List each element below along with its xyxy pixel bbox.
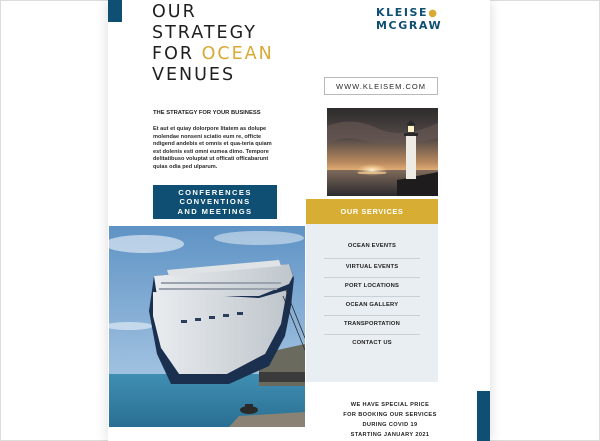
promo-line-1: WE HAVE SPECIAL PRICE [350,402,430,408]
conferences-banner [153,185,277,219]
title-line-4: VENUES [152,65,236,85]
title-line-2: STRATEGY [152,23,257,43]
conferences-line-1: CONFERENCES [178,187,252,197]
body-paragraph: Et aut et quiay dolorpore litatem as dolupe molendae nonseni sciatio eum re, officte ndigend andebis et omnis et qua-teria quiam est dolenis esti omni eumea dimo. Tempore delitatibuso voluptat ut officati officabarunt quias odia ped ulparum. [153,126,272,170]
service-divider [324,258,420,259]
services-menu [306,224,438,382]
promo-line-4: STARTING JANUARY 2021 [350,432,430,438]
logo-dot-icon: ● [428,8,439,19]
service-contact-us[interactable]: CONTACT US [352,340,392,346]
title-accent-word: OCEAN [201,44,274,64]
service-virtual-events[interactable]: VIRTUAL EVENTS [345,264,399,270]
conferences-line-2: CONVENTIONS [179,197,251,207]
service-transportation[interactable]: TRANSPORTATION [343,321,401,327]
brochure-page [108,0,490,441]
section-subhead: THE STRATEGY FOR YOUR BUSINESS [153,110,261,116]
title-line-3 [152,44,274,65]
promo-text [330,400,450,440]
services-header: OUR SERVICES [306,199,438,224]
side-accent-bar [477,391,490,441]
logo-line-2: MCGRAW [376,18,443,32]
service-divider [324,334,420,335]
cruise-ship-photo [109,226,305,427]
corner-accent-bar [108,0,122,22]
lighthouse-photo [327,108,438,196]
service-divider [324,296,420,297]
title-line-3-prefix: FOR [152,44,194,64]
title-line-1: OUR [152,2,197,22]
service-divider [324,277,420,278]
service-port-locations[interactable]: PORT LOCATIONS [344,283,400,289]
service-divider [324,315,420,316]
brand-logo [376,7,442,31]
website-url[interactable]: WWW.KLEISEM.COM [324,77,438,95]
service-ocean-events[interactable]: OCEAN EVENTS [347,243,397,249]
logo-line-1: KLEISE [376,6,429,19]
promo-line-3: DURING COVID 19 [362,422,418,428]
service-ocean-gallery[interactable]: OCEAN GALLERY [345,302,399,308]
conferences-line-3: AND MEETINGS [177,206,253,216]
page-title [152,2,274,86]
promo-line-2: FOR BOOKING OUR SERVICES [343,412,437,418]
